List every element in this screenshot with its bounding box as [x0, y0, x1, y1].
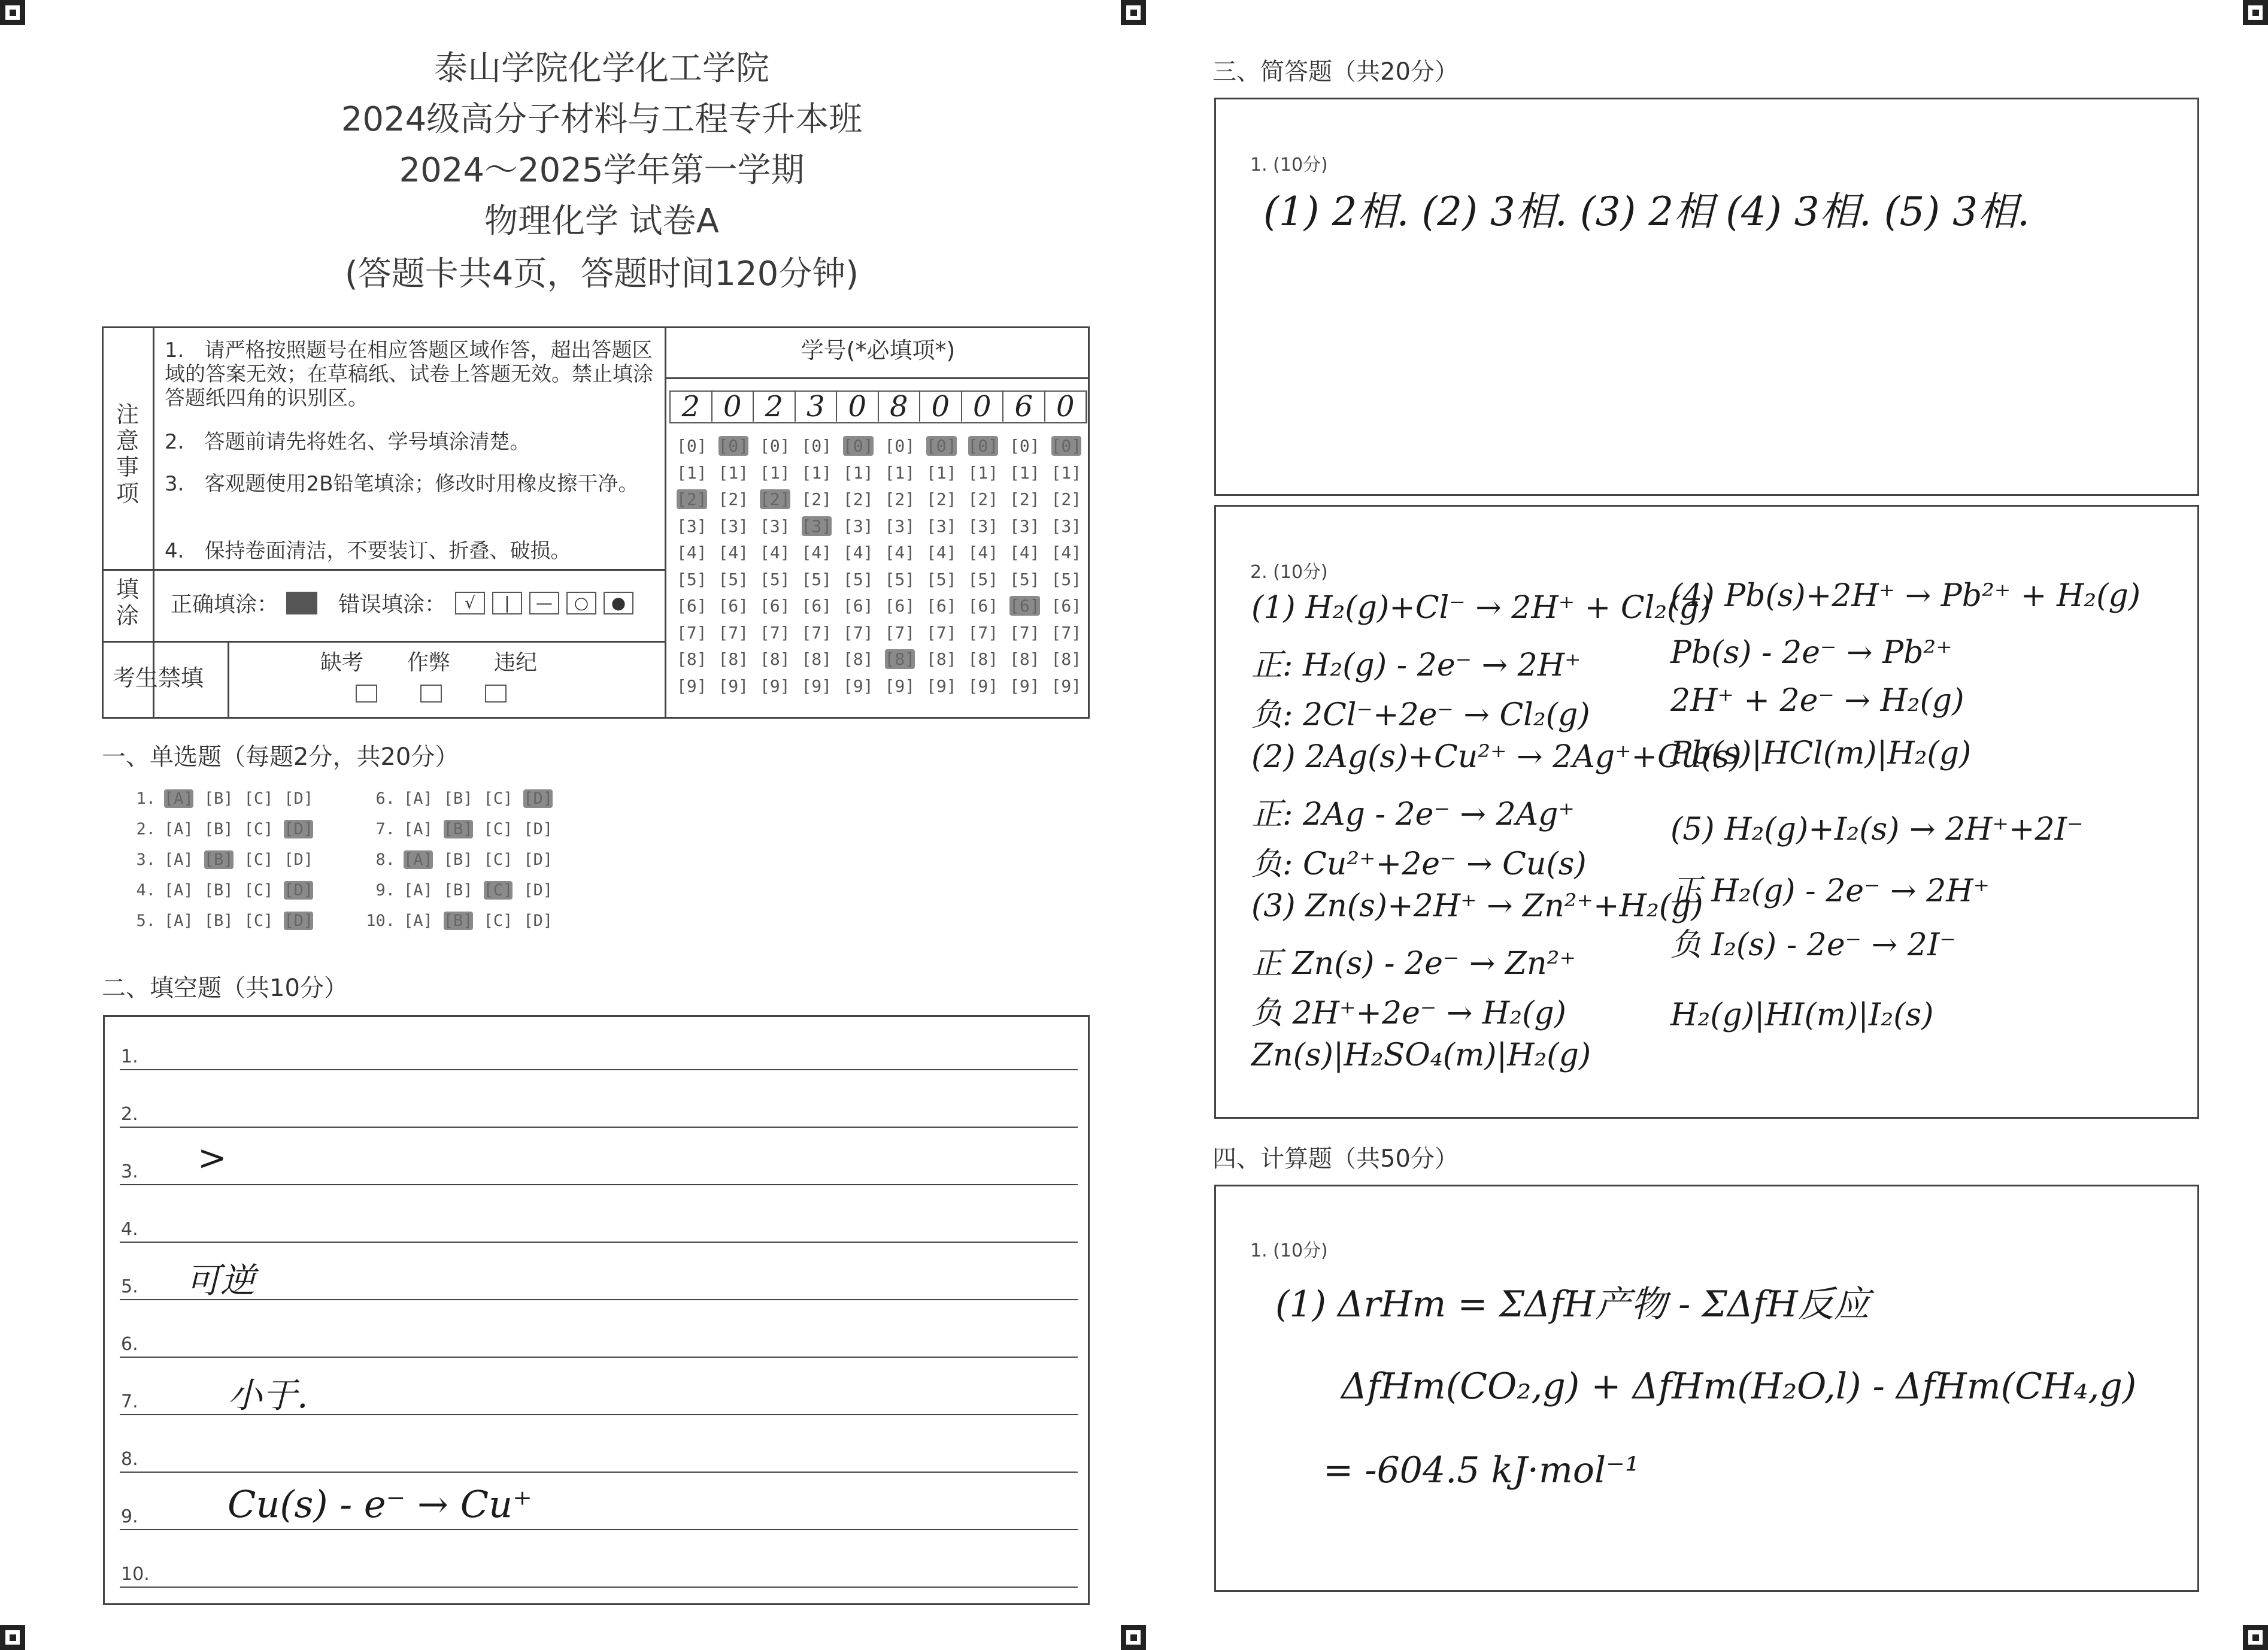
mc-option-bubble[interactable]: [A]: [404, 820, 433, 838]
id-bubble[interactable]: [8]: [968, 649, 999, 669]
id-bubble[interactable]: [6]: [1051, 596, 1082, 616]
blank-answer[interactable]: Cu(s) - e⁻ → Cu⁺: [228, 1482, 532, 1526]
q3-2-left-line: (3) Zn(s)+2H⁺ → Zn²⁺+H₂(g): [1251, 888, 1703, 924]
mc-option-bubble[interactable]: [C]: [244, 912, 274, 930]
answer-line: [120, 1127, 1078, 1128]
mc-option-bubble[interactable]: [C]: [244, 820, 274, 838]
q3-2-right-line: Pb(s)|HCl(m)|H₂(g): [1670, 735, 1972, 771]
semester-title: 2024～2025学年第一学期: [399, 151, 805, 190]
mc-option-bubble[interactable]: [C]: [483, 820, 513, 838]
id-bubble[interactable]: [9]: [843, 676, 874, 696]
mc-option-bubble[interactable]: [D]: [523, 789, 553, 808]
mc-option-bubble[interactable]: [D]: [523, 820, 553, 838]
cheat-checkbox[interactable]: [420, 685, 442, 703]
id-bubble[interactable]: [0]: [843, 436, 874, 456]
answer-line: [120, 1242, 1078, 1243]
mc-option-bubble[interactable]: [B]: [443, 789, 473, 808]
mc-option-bubble[interactable]: [B]: [204, 881, 234, 900]
id-bubble[interactable]: [7]: [718, 622, 749, 643]
id-bubble[interactable]: [7]: [968, 622, 999, 643]
q3-2-label: 2. (10分): [1250, 562, 1328, 583]
id-bubble[interactable]: [4]: [1009, 543, 1040, 562]
id-bubble[interactable]: [4]: [760, 543, 790, 562]
notice-item-1: 1. 请严格按照题号在相应答题区域作答，超出答题区域的答案无效；在草稿纸、试卷上答题无效。禁止填涂答题纸四角的识别区。: [165, 338, 653, 410]
q3-2-right-line: 2H⁺ + 2e⁻ → H₂(g): [1670, 683, 1964, 719]
blank-number: 7.: [121, 1391, 138, 1412]
id-bubble[interactable]: [8]: [718, 649, 749, 669]
section3-title: 三、简答题（共20分）: [1212, 58, 1459, 86]
id-bubble[interactable]: [7]: [926, 622, 957, 643]
q3-2-left-line: 负: Cu²⁺+2e⁻ → Cu(s): [1251, 846, 1587, 882]
registration-mark: [1121, 1625, 1146, 1650]
mc-question-number: 7.: [375, 820, 395, 838]
mc-option-bubble[interactable]: [D]: [284, 912, 314, 930]
id-bubble[interactable]: [6]: [843, 596, 874, 616]
q3-1-answer: (1) 2相. (2) 3相. (3) 2相 (4) 3相. (5) 3相.: [1263, 189, 2030, 235]
section4-title: 四、计算题（共50分）: [1212, 1145, 1459, 1173]
mc-question-row: [359, 820, 563, 838]
id-bubble[interactable]: [2]: [801, 489, 832, 509]
section2-title: 二、填空题（共10分）: [102, 974, 348, 1002]
id-bubble[interactable]: [9]: [968, 676, 999, 696]
fill-wrong-sample: —: [529, 592, 559, 614]
id-bubble[interactable]: [5]: [801, 569, 832, 589]
section1-title: 一、单选题（每题2分，共20分）: [102, 743, 459, 771]
mc-option-bubble[interactable]: [D]: [284, 820, 314, 838]
mc-option-bubble[interactable]: [D]: [284, 881, 314, 900]
id-bubble[interactable]: [6]: [760, 596, 790, 616]
student-id-title: 学号(*必填项*): [801, 337, 956, 364]
mc-option-bubble[interactable]: [A]: [164, 820, 193, 838]
q3-2-right-line: 负 I₂(s) - 2e⁻ → 2I⁻: [1670, 927, 1956, 963]
q3-2-right-line: Pb(s) - 2e⁻ → Pb²⁺: [1670, 635, 1952, 671]
registration-mark: [2243, 1625, 2268, 1650]
id-bubble[interactable]: [3]: [1009, 516, 1040, 536]
mc-option-bubble[interactable]: [C]: [244, 850, 274, 869]
id-bubble[interactable]: [3]: [843, 516, 874, 536]
student-id-digit: 0: [837, 392, 879, 422]
student-id-digit: 0: [962, 392, 1004, 422]
mc-option-bubble[interactable]: [D]: [284, 789, 314, 808]
mc-question-row: [120, 912, 324, 930]
id-bubble[interactable]: [4]: [1051, 543, 1082, 562]
short-answer-box-1: [1214, 98, 2199, 496]
registration-mark: [0, 0, 25, 25]
id-bubble[interactable]: [1]: [968, 462, 999, 483]
answer-line: [120, 1069, 1078, 1070]
forbidden-label: 考生禁填: [113, 665, 204, 691]
mc-question-number: 10.: [366, 912, 395, 930]
id-bubble[interactable]: [3]: [884, 516, 915, 536]
id-bubble[interactable]: [9]: [718, 676, 749, 696]
fill-correct-sample: [286, 592, 317, 614]
id-bubble[interactable]: [1]: [718, 462, 749, 483]
id-bubble[interactable]: [0]: [718, 436, 749, 456]
id-bubble[interactable]: [1]: [801, 462, 832, 483]
q4-1-line: = -604.5 kJ·mol⁻¹: [1323, 1449, 1639, 1491]
mc-option-bubble[interactable]: [C]: [244, 881, 274, 900]
id-bubble[interactable]: [2]: [718, 489, 749, 509]
violation-checkbox[interactable]: [485, 685, 507, 703]
student-id-digit: 6: [1003, 392, 1045, 422]
q3-2-left-line: 正 Zn(s) - 2e⁻ → Zn²⁺: [1251, 946, 1576, 982]
id-bubble[interactable]: [3]: [926, 516, 957, 536]
student-id-digit: 0: [712, 392, 754, 422]
q3-2-left-line: (1) H₂(g)+Cl⁻ → 2H⁺ + Cl₂(g): [1251, 590, 1711, 626]
id-bubble[interactable]: [3]: [718, 516, 749, 536]
id-bubble[interactable]: [1]: [677, 462, 707, 483]
mc-option-bubble[interactable]: [B]: [204, 820, 234, 838]
mc-option-bubble[interactable]: [B]: [204, 850, 234, 869]
id-bubble[interactable]: [7]: [760, 622, 790, 643]
fill-wrong-label: 错误填涂：: [338, 592, 447, 617]
id-bubble[interactable]: [0]: [677, 436, 707, 456]
registration-mark: [0, 1625, 25, 1650]
id-bubble[interactable]: [4]: [843, 543, 874, 562]
q3-2-left-line: Zn(s)|H₂SO₄(m)|H₂(g): [1251, 1037, 1591, 1073]
id-bubble[interactable]: [0]: [801, 436, 832, 456]
id-bubble[interactable]: [0]: [1051, 436, 1082, 456]
id-bubble[interactable]: [2]: [1009, 489, 1040, 509]
id-bubble[interactable]: [5]: [1009, 569, 1040, 589]
id-bubble[interactable]: [9]: [1051, 676, 1082, 696]
id-bubble[interactable]: [9]: [677, 676, 707, 696]
blank-answer[interactable]: 可逆: [186, 1260, 256, 1301]
id-bubble[interactable]: [7]: [801, 622, 832, 643]
id-bubble[interactable]: [6]: [677, 596, 707, 616]
fill-label: 填涂: [116, 576, 139, 629]
id-bubble[interactable]: [3]: [677, 516, 707, 536]
id-bubble[interactable]: [4]: [968, 543, 999, 562]
mc-option-bubble[interactable]: [D]: [523, 850, 553, 869]
student-id-digit: 3: [796, 392, 838, 422]
notice-item-4: 4. 保持卷面清洁，不要装订、折叠、破损。: [165, 539, 571, 563]
mc-option-bubble[interactable]: [B]: [204, 789, 234, 808]
q3-2-left-line: (2) 2Ag(s)+Cu²⁺ → 2Ag⁺+Cu(s): [1251, 739, 1742, 775]
answer-line: [120, 1357, 1078, 1358]
answer-line: [120, 1184, 1078, 1185]
mc-option-bubble[interactable]: [A]: [164, 912, 193, 930]
registration-mark: [1121, 0, 1146, 25]
q3-2-right-line: 正 H₂(g) - 2e⁻ → 2H⁺: [1670, 873, 1990, 909]
forbidden-violation-label: 违纪: [494, 650, 538, 675]
answer-line: [120, 1587, 1078, 1588]
id-bubble[interactable]: [6]: [884, 596, 915, 616]
mc-question-row: [120, 820, 324, 838]
id-bubble[interactable]: [2]: [884, 489, 915, 509]
mc-option-bubble[interactable]: [A]: [404, 881, 433, 900]
id-bubble[interactable]: [6]: [718, 596, 749, 616]
id-bubble[interactable]: [0]: [968, 436, 999, 456]
id-bubble[interactable]: [8]: [1051, 649, 1082, 669]
mc-question-row: [359, 912, 563, 930]
id-bubble[interactable]: [1]: [843, 462, 874, 483]
blank-number: 1.: [121, 1046, 138, 1067]
q3-2-right-line: H₂(g)|HI(m)|I₂(s): [1670, 997, 1934, 1033]
answer-line: [120, 1472, 1078, 1473]
mc-question-number: 6.: [375, 789, 395, 808]
id-bubble[interactable]: [0]: [1009, 436, 1040, 456]
mc-option-bubble[interactable]: [B]: [204, 912, 234, 930]
student-id-digit: 8: [879, 392, 921, 422]
id-bubble[interactable]: [9]: [760, 676, 790, 696]
mc-option-bubble[interactable]: [A]: [404, 789, 433, 808]
id-bubble[interactable]: [3]: [760, 516, 790, 536]
id-bubble[interactable]: [7]: [1009, 622, 1040, 643]
id-bubble[interactable]: [2]: [843, 489, 874, 509]
mc-option-bubble[interactable]: [C]: [483, 912, 513, 930]
id-bubble[interactable]: [6]: [801, 596, 832, 616]
id-bubble[interactable]: [5]: [760, 569, 790, 589]
id-bubble[interactable]: [2]: [677, 489, 707, 509]
id-bubble[interactable]: [7]: [677, 622, 707, 643]
mc-option-bubble[interactable]: [A]: [164, 789, 193, 808]
mc-option-bubble[interactable]: [A]: [164, 850, 193, 869]
mc-option-bubble[interactable]: [C]: [483, 789, 513, 808]
exam-info: (答题卡共4页，答题时间120分钟): [344, 255, 859, 293]
student-id-digit: 0: [1045, 392, 1087, 422]
blank-number: 9.: [121, 1506, 138, 1527]
id-bubble[interactable]: [8]: [884, 649, 915, 669]
id-bubble[interactable]: [2]: [926, 489, 957, 509]
id-bubble[interactable]: [8]: [1009, 649, 1040, 669]
fill-wrong-sample: ●: [604, 592, 633, 614]
id-bubble[interactable]: [9]: [884, 676, 915, 696]
id-bubble[interactable]: [2]: [1051, 489, 1082, 509]
mc-option-bubble[interactable]: [D]: [523, 881, 553, 900]
student-id-digits: [669, 390, 1087, 423]
q3-2-right-line: (4) Pb(s)+2H⁺ → Pb²⁺ + H₂(g): [1670, 578, 2141, 614]
blank-number: 6.: [121, 1334, 138, 1355]
notice-item-2: 2. 答题前请先将姓名、学号填涂清楚。: [165, 430, 530, 454]
student-id-digit: 0: [920, 392, 962, 422]
mc-question-row: [120, 850, 324, 869]
id-bubble[interactable]: [0]: [760, 436, 790, 456]
id-bubble[interactable]: [3]: [968, 516, 999, 536]
blank-number: 2.: [121, 1104, 138, 1125]
id-bubble[interactable]: [9]: [926, 676, 957, 696]
id-bubble[interactable]: [1]: [884, 462, 915, 483]
id-bubble[interactable]: [8]: [801, 649, 832, 669]
id-bubble[interactable]: [4]: [926, 543, 957, 562]
mc-option-bubble[interactable]: [D]: [284, 850, 314, 869]
q4-1-label: 1. (10分): [1250, 1240, 1328, 1261]
id-bubble[interactable]: [1]: [926, 462, 957, 483]
id-bubble[interactable]: [8]: [760, 649, 790, 669]
mc-option-bubble[interactable]: [B]: [443, 820, 473, 838]
class-title: 2024级高分子材料与工程专升本班: [341, 100, 863, 139]
student-id-digit: 2: [754, 392, 796, 422]
fill-wrong-sample: √: [455, 592, 485, 614]
answer-line: [120, 1529, 1078, 1530]
q3-2-left-line: 正: 2Ag - 2e⁻ → 2Ag⁺: [1251, 797, 1575, 832]
mc-question-number: 9.: [375, 881, 395, 900]
exam-title: 物理化学 试卷A: [484, 202, 720, 241]
id-bubble[interactable]: [5]: [1051, 569, 1082, 589]
mc-question-row: [359, 850, 563, 869]
id-bubble[interactable]: [5]: [677, 569, 707, 589]
id-bubble[interactable]: [5]: [968, 569, 999, 589]
id-bubble[interactable]: [0]: [926, 436, 957, 456]
mc-question-number: 8.: [375, 850, 395, 869]
blank-number: 10.: [121, 1564, 150, 1585]
fill-wrong-sample: |: [492, 592, 522, 614]
mc-option-bubble[interactable]: [A]: [404, 912, 433, 930]
blank-number: 8.: [121, 1449, 138, 1470]
mc-option-bubble[interactable]: [B]: [443, 881, 473, 900]
id-bubble[interactable]: [9]: [801, 676, 832, 696]
mc-question-row: [359, 881, 563, 900]
id-bubble[interactable]: [5]: [718, 569, 749, 589]
id-bubble[interactable]: [3]: [1051, 516, 1082, 536]
mc-question-number: 5.: [136, 912, 156, 930]
forbidden-cheat-label: 作弊: [407, 650, 451, 675]
id-bubble[interactable]: [4]: [801, 543, 832, 562]
blank-number: 3.: [121, 1161, 138, 1182]
id-bubble[interactable]: [7]: [884, 622, 915, 643]
blank-number: 4.: [121, 1219, 138, 1240]
mc-question-row: [120, 789, 324, 808]
notice-label: 注意事项: [116, 401, 139, 507]
id-bubble[interactable]: [5]: [884, 569, 915, 589]
id-bubble[interactable]: [1]: [1051, 462, 1082, 483]
q3-1-label: 1. (10分): [1250, 155, 1328, 175]
id-bubble[interactable]: [6]: [1009, 596, 1040, 616]
student-id-digit: 2: [671, 392, 712, 422]
q3-2-left-line: 负: 2Cl⁻+2e⁻ → Cl₂(g): [1251, 697, 1590, 733]
q3-2-right-line: (5) H₂(g)+I₂(s) → 2H⁺+2I⁻: [1670, 812, 2084, 847]
mc-question-row: [120, 881, 324, 900]
id-bubble[interactable]: [7]: [843, 622, 874, 643]
id-bubble[interactable]: [3]: [801, 516, 832, 536]
id-bubble[interactable]: [8]: [677, 649, 707, 669]
id-bubble[interactable]: [1]: [760, 462, 790, 483]
mc-question-row: [359, 789, 563, 808]
id-bubble[interactable]: [0]: [884, 436, 915, 456]
school-title: 泰山学院化学化工学院: [434, 49, 769, 88]
q3-2-left-line: 负 2H⁺+2e⁻ → H₂(g): [1251, 995, 1566, 1031]
forbidden-absent-label: 缺考: [320, 650, 364, 675]
q4-1-line: ΔfHm(CO₂,g) + ΔfHm(H₂O,l) - ΔfHm(CH₄,g): [1341, 1366, 2137, 1407]
blank-number: 5.: [121, 1276, 138, 1297]
q3-2-left-line: 正: H₂(g) - 2e⁻ → 2H⁺: [1251, 647, 1581, 683]
id-bubble[interactable]: [4]: [718, 543, 749, 562]
id-bubble[interactable]: [2]: [760, 489, 790, 509]
blank-answer[interactable]: 小于.: [228, 1375, 308, 1416]
id-bubble[interactable]: [6]: [926, 596, 957, 616]
mc-question-number: 4.: [136, 881, 156, 900]
mc-question-number: 2.: [136, 820, 156, 838]
id-bubble[interactable]: [2]: [968, 489, 999, 509]
id-bubble[interactable]: [1]: [1009, 462, 1040, 483]
mc-option-bubble[interactable]: [A]: [404, 850, 433, 869]
answer-line: [120, 1299, 1078, 1300]
mc-option-bubble[interactable]: [D]: [523, 912, 553, 930]
mc-option-bubble[interactable]: [C]: [483, 881, 513, 900]
mc-question-number: 1.: [136, 789, 156, 808]
mc-option-bubble[interactable]: [B]: [443, 912, 473, 930]
mc-option-bubble[interactable]: [A]: [164, 881, 193, 900]
notice-item-3: 3. 客观题使用2B铅笔填涂；修改时用橡皮擦干净。: [165, 472, 639, 496]
id-bubble[interactable]: [4]: [677, 543, 707, 562]
fill-correct-label: 正确填涂：: [171, 592, 279, 617]
id-bubble[interactable]: [5]: [926, 569, 957, 589]
id-bubble[interactable]: [5]: [843, 569, 874, 589]
id-bubble[interactable]: [6]: [968, 596, 999, 616]
mc-option-bubble[interactable]: [B]: [443, 850, 473, 869]
absent-checkbox[interactable]: [356, 685, 377, 703]
id-bubble[interactable]: [7]: [1051, 622, 1082, 643]
id-bubble[interactable]: [8]: [843, 649, 874, 669]
mc-question-number: 3.: [136, 850, 156, 869]
id-bubble[interactable]: [9]: [1009, 676, 1040, 696]
q4-1-line: (1) ΔrHm = ΣΔfH产物 - ΣΔfH反应: [1275, 1283, 1870, 1325]
id-bubble[interactable]: [4]: [884, 543, 915, 562]
fill-wrong-sample: ○: [566, 592, 596, 614]
registration-mark: [2243, 0, 2268, 25]
id-bubble[interactable]: [8]: [926, 649, 957, 669]
blank-answer[interactable]: >: [198, 1137, 227, 1178]
mc-option-bubble[interactable]: [C]: [244, 789, 274, 808]
mc-option-bubble[interactable]: [C]: [483, 850, 513, 869]
